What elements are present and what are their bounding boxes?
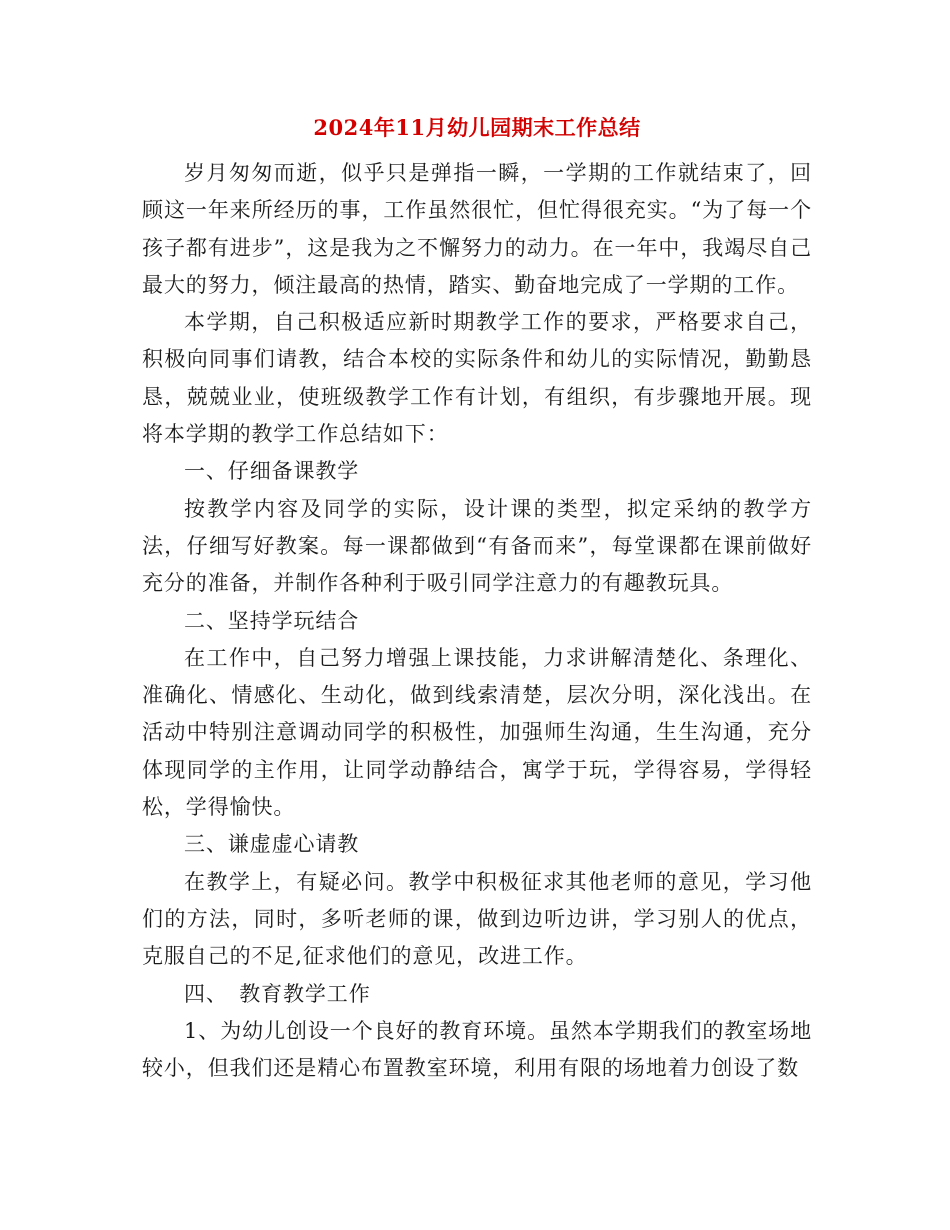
document-body [142, 155, 812, 1087]
paragraph-semester: 本学期，自己积极适应新时期教学工作的要求，严格要求自己，积极向同事们请教，结合本校的实际条件和幼儿的实际情况，勤勤恳恳，兢兢业业，使班级教学工作有计划，有组织，有步骤地开展。现将本学期的教学工作总结如下： [142, 310, 812, 447]
paragraph-section-3: 在教学上，有疑必问。教学中积极征求其他老师的意见，学习他们的方法，同时，多听老师的课，做到边听边讲，学习别人的优点，克服自己的不足,征求他们的意见，改进工作。 [142, 869, 812, 969]
paragraph-intro: 岁月匆匆而逝，似乎只是弹指一瞬，一学期的工作就结束了，回顾这一年来所经历的事，工作虽然很忙，但忙得很充实。“为了每一个孩子都有进步”，这是我为之不懈努力的动力。在一年中，我竭尽自己最大的努力，倾注最高的热情，踏实、勤奋地完成了一学期的工作。 [142, 161, 812, 297]
paragraph-section-4-item-1: 1、为幼儿创设一个良好的教育环境。虽然本学期我们的教室场地较小，但我们还是精心布置教室环境，利用有限的场地着力创设了数 [142, 1018, 812, 1081]
paragraph-section-2: 在工作中，自己努力增强上课技能，力求讲解清楚化、条理化、准确化、情感化、生动化，做到线索清楚，层次分明，深化浅出。在活动中特别注意调动同学的积极性，加强师生沟通，生生沟通，充分体现同学的主作用，让同学动静结合，寓学于玩，学得容易，学得轻松，学得愉快。 [142, 645, 812, 820]
document-title: 2024年11月幼儿园期末工作总结 [313, 115, 641, 140]
section-heading-3: 三、谦虚虚心请教 [184, 832, 360, 857]
paragraph-section-1: 按教学内容及同学的实际，设计课的类型，拟定采纳的教学方法，仔细写好教案。每一课都做到“有备而来”，每堂课都在课前做好充分的准备，并制作各种利于吸引同学注意力的有趣教玩具。 [142, 496, 812, 596]
section-heading-1: 一、仔细备课教学 [184, 459, 360, 484]
section-heading-4: 四、 教育教学工作 [184, 981, 371, 1006]
section-heading-2: 二、坚持学玩结合 [184, 608, 360, 633]
